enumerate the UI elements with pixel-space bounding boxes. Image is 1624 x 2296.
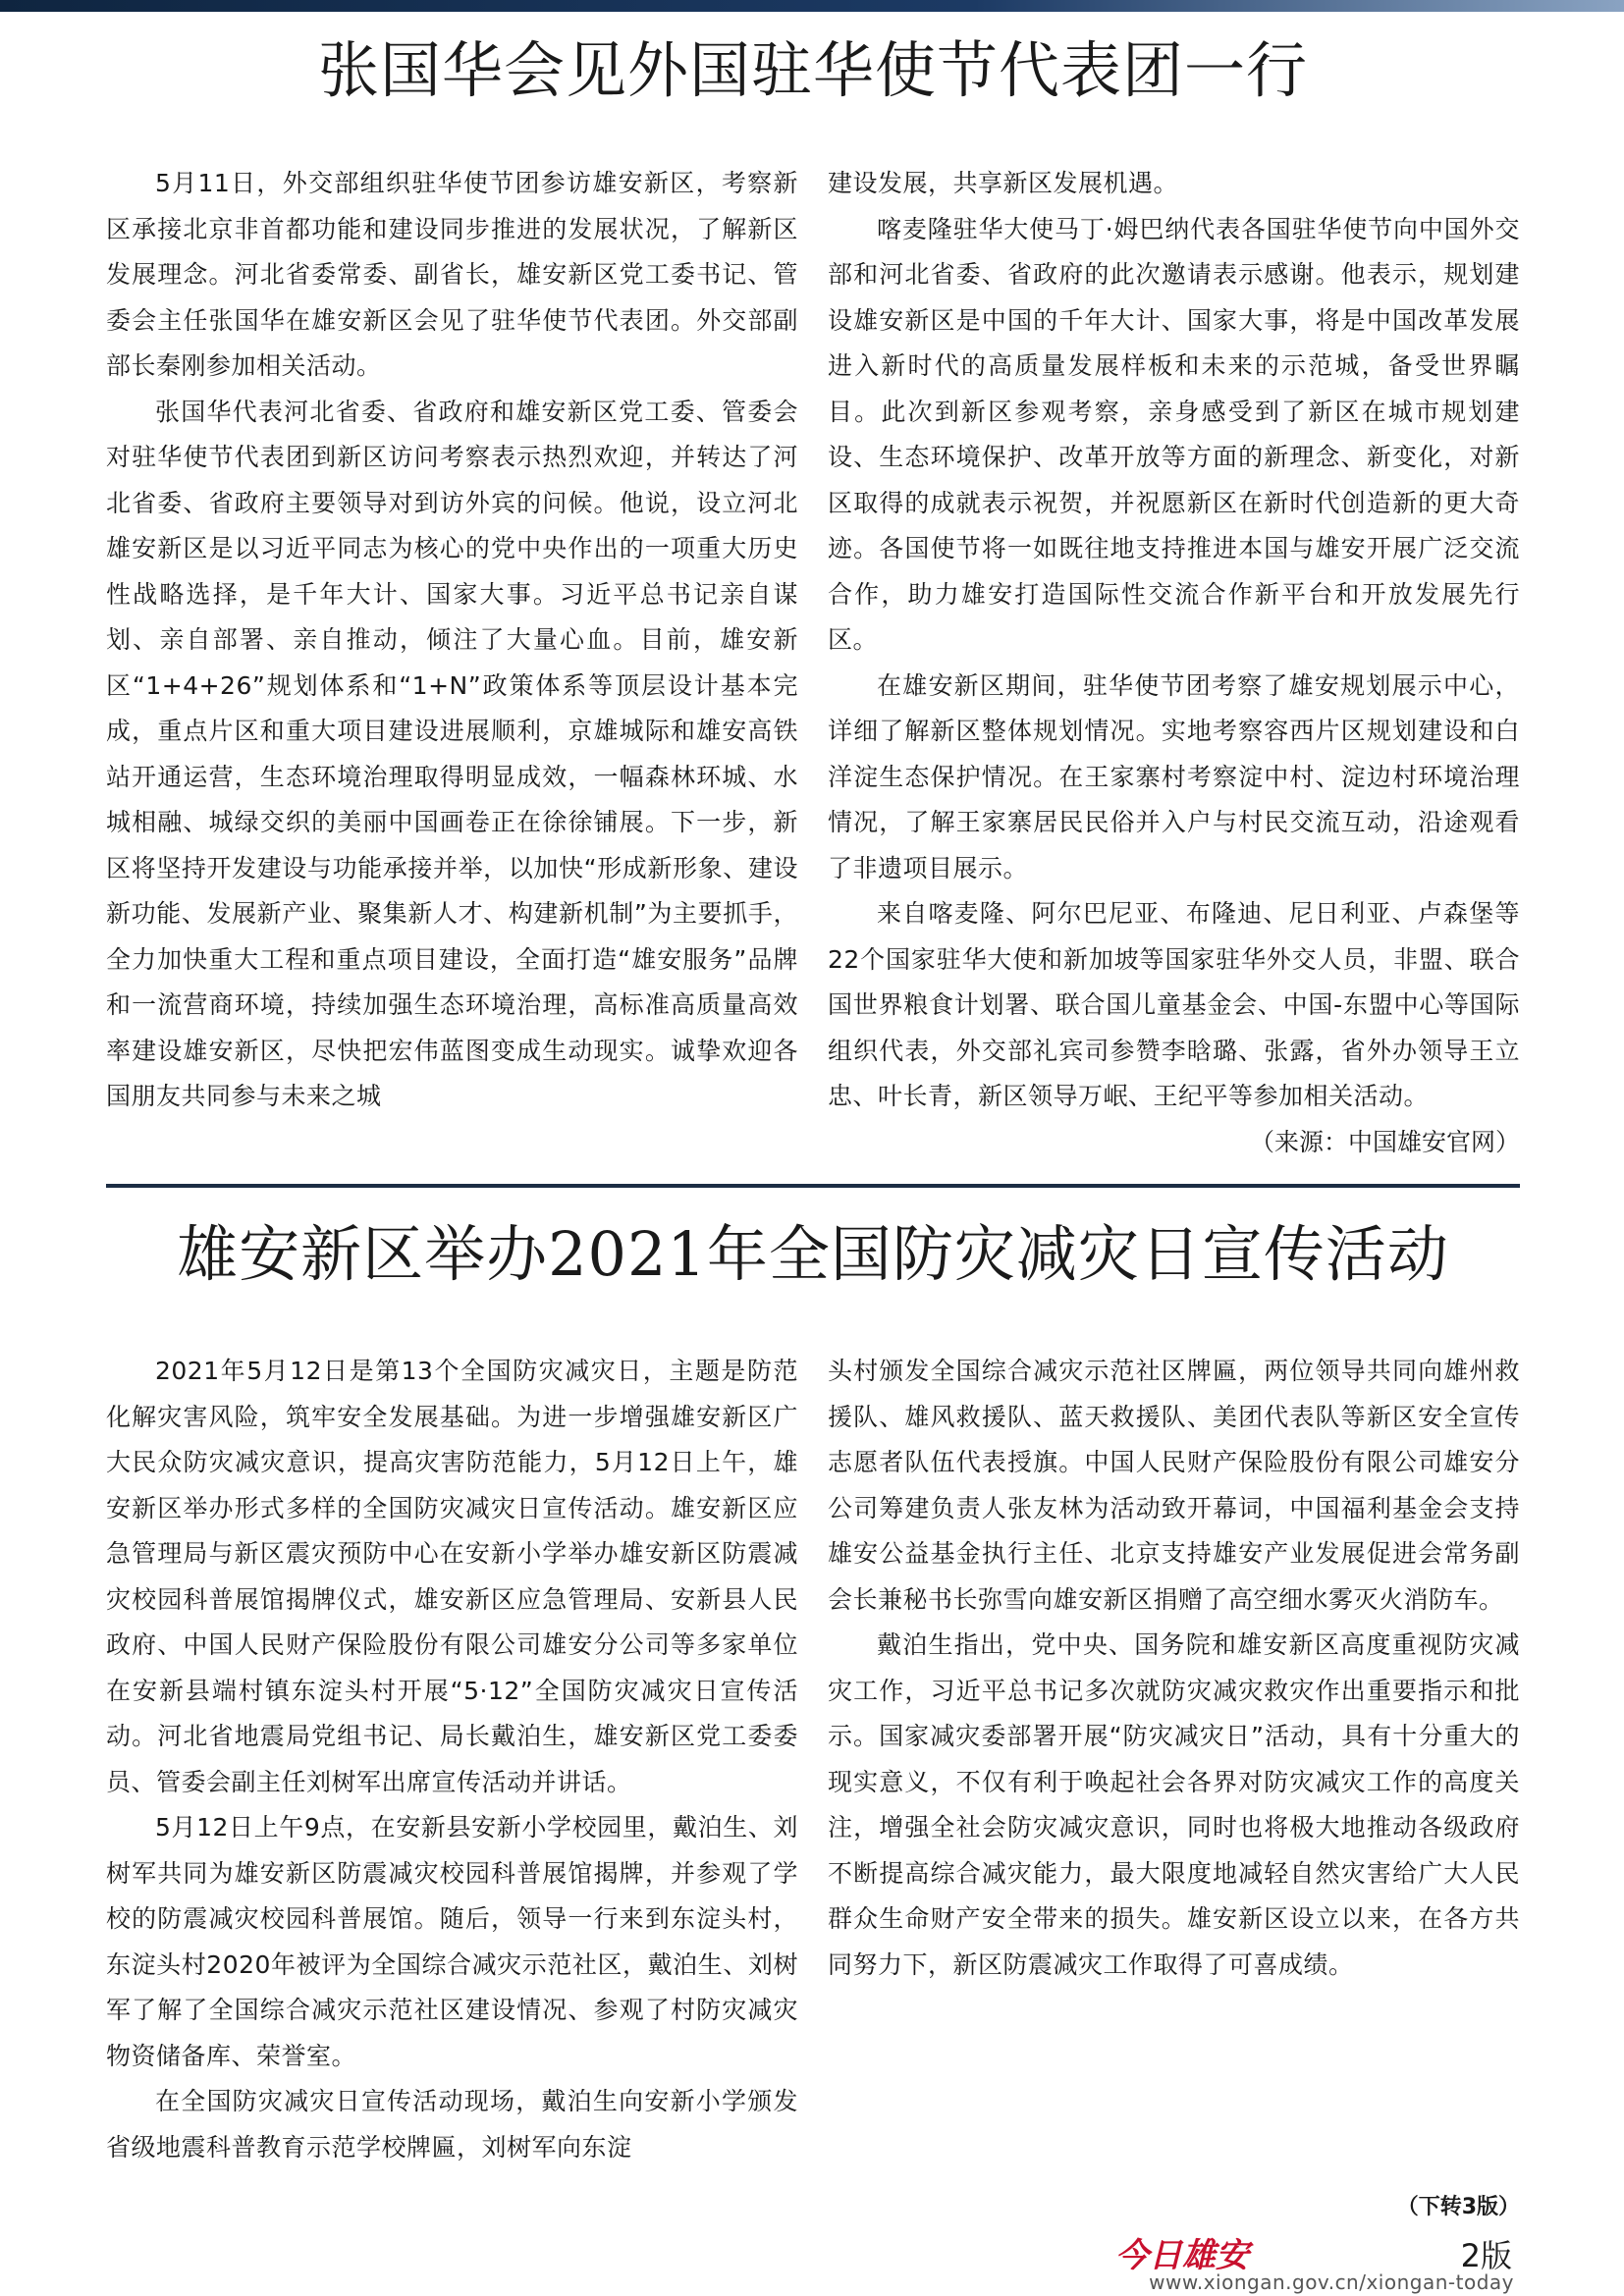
- column-right: [828, 161, 1520, 1165]
- page-number: 2版: [1460, 2237, 1512, 2274]
- website-url[interactable]: www.xiongan.gov.cn/xiongan-today: [1149, 2270, 1514, 2294]
- paragraph: 喀麦隆驻华大使马丁·姆巴纳代表各国驻华使节向中国外交部和河北省委、省政府的此次邀请表示感谢。他表示，规划建设雄安新区是中国的千年大计、国家大事，将是中国改革发展进入新时代的高质量发展样板和未来的示范城，备受世界瞩目。此次到新区参观考察，亲身感受到了新区在城市规划建设、生态环境保护、改革开放等方面的新理念、新变化，对新区取得的成就表示祝贺，并祝愿新区在新时代创造新的更大奇迹。各国使节将一如既往地支持推进本国与雄安开展广泛交流合作，助力雄安打造国际性交流合作新平台和开放发展先行区。: [828, 214, 1520, 654]
- paragraph: 5月11日，外交部组织驻华使节团参访雄安新区，考察新区承接北京非首都功能和建设同步推进的发展状况，了解新区发展理念。河北省委常委、副省长，雄安新区党工委书记、管委会主任张国华在雄安新区会见了驻华使节代表团。外交部副部长秦刚参加相关活动。: [106, 169, 798, 380]
- paragraph: 5月12日上午9点，在安新县安新小学校园里，戴泊生、刘树军共同为雄安新区防震减灾校园科普展馆揭牌，并参观了学校的防震减灾校园科普展馆。随后，领导一行来到东淀头村，东淀头村2020年被评为全国综合减灾示范社区，戴泊生、刘树军了解了全国综合减灾示范社区建设情况、参观了村防灾减灾物资储备库、荣誉室。: [106, 1813, 798, 2070]
- paragraph: 来自喀麦隆、阿尔巴尼亚、布隆迪、尼日利亚、卢森堡等22个国家驻华大使和新加坡等国家驻华外交人员，非盟、联合国世界粮食计划署、联合国儿童基金会、中国-东盟中心等国际组织代表，外交部礼宾司参赞李晗璐、张露，省外办领导王立忠、叶长青，新区领导万岷、王纪平等参加相关活动。: [828, 899, 1520, 1110]
- article-columns: [106, 161, 1520, 1165]
- paragraph-continued: 建设发展，共享新区发展机遇。: [828, 169, 1179, 197]
- paragraph: 戴泊生指出，党中央、国务院和雄安新区高度重视防灾减灾工作，习近平总书记多次就防灾减灾救灾作出重要指示和批示。国家减灾委部署开展“防灾减灾日”活动，具有十分重大的现实意义，不仅有利于唤起社会各界对防灾减灾工作的高度关注，增强全社会防灾减灾意识，同时也将极大地推动各级政府不断提高综合减灾能力，最大限度地减轻自然灾害给广大人民群众生命财产安全带来的损失。雄安新区设立以来，在各方共同努力下，新区防震减灾工作取得了可喜成绩。: [828, 1630, 1520, 1979]
- continued-notice: （下转3版）: [1396, 2195, 1520, 2219]
- article-headline: 张国华会见外国驻华使节代表团一行: [317, 34, 1308, 106]
- article-columns: [106, 1349, 1520, 2170]
- section-divider: [106, 1184, 1520, 1188]
- paragraph: 在全国防灾减灾日宣传活动现场，戴泊生向安新小学颁发省级地震科普教育示范学校牌匾，刘树军向东淀: [106, 2087, 798, 2162]
- column-left: [106, 1349, 798, 2170]
- paragraph-continued: 头村颁发全国综合减灾示范社区牌匾，两位领导共同向雄州救援队、雄风救援队、蓝天救援队、美团代表队等新区安全宣传志愿者队伍代表授旗。中国人民财产保险股份有限公司雄安分公司筹建负责人张友林为活动致开幕词，中国福利基金会支持雄安公益基金执行主任、北京支持雄安产业发展促进会常务副会长兼秘书长弥雪向雄安新区捐赠了高空细水雾灭火消防车。: [828, 1357, 1520, 1614]
- paragraph: 在雄安新区期间，驻华使节团考察了雄安规划展示中心，详细了解新区整体规划情况。实地考察容西片区规划建设和白洋淀生态保护情况。在王家寨村考察淀中村、淀边村环境治理情况，了解王家寨居民民俗并入户与村民交流互动，沿途观看了非遗项目展示。: [828, 670, 1520, 882]
- masthead-logo: 今日雄安: [1115, 2236, 1249, 2275]
- article-headline: 雄安新区举办2021年全国防灾减灾日宣传活动: [177, 1218, 1449, 1290]
- top-bar: [0, 0, 1624, 12]
- paragraph: 2021年5月12日是第13个全国防灾减灾日，主题是防范化解灾害风险，筑牢安全发展基础。为进一步增强雄安新区广大民众防灾减灾意识，提高灾害防范能力，5月12日上午，雄安新区举办形式多样的全国防灾减灾日宣传活动。雄安新区应急管理局与新区震灾预防中心在安新小学举办雄安新区防震减灾校园科普展馆揭牌仪式，雄安新区应急管理局、安新县人民政府、中国人民财产保险股份有限公司雄安分公司等多家单位在安新县端村镇东淀头村开展“5·12”全国防灾减灾日宣传活动。河北省地震局党组书记、局长戴泊生，雄安新区党工委委员、管委会副主任刘树军出席宣传活动并讲话。: [106, 1357, 798, 1796]
- source-credit: （来源：中国雄安官网）: [1249, 1127, 1520, 1156]
- column-right: [828, 1349, 1520, 2170]
- column-left: [106, 161, 798, 1165]
- article-zhang-guohua-meeting: [106, 22, 1520, 1165]
- article-disaster-prevention-day: [106, 1205, 1520, 2170]
- paragraph: 张国华代表河北省委、省政府和雄安新区党工委、管委会对驻华使节代表团到新区访问考察表示热烈欢迎，并转达了河北省委、省政府主要领导对到访外宾的问候。他说，设立河北雄安新区是以习近平同志为核心的党中央作出的一项重大历史性战略选择，是千年大计、国家大事。习近平总书记亲自谋划、亲自部署、亲自推动，倾注了大量心血。目前，雄安新区“1+4+26”规划体系和“1+N”政策体系等顶层设计基本完成，重点片区和重大项目建设进展顺利，京雄城际和雄安高铁站开通运营，生态环境治理取得明显成效，一幅森林环城、水城相融、城绿交织的美丽中国画卷正在徐徐铺展。下一步，新区将坚持开发建设与功能承接并举，以加快“形成新形象、建设新功能、发展新产业、聚集新人才、构建新机制”为主要抓手，全力加快重大工程和重点项目建设，全面打造“雄安服务”品牌和一流营商环境，持续加强生态环境治理，高标准高质量高效率建设雄安新区，尽快把宏伟蓝图变成生动现实。诚挚欢迎各国朋友共同参与未来之城: [106, 397, 798, 1110]
